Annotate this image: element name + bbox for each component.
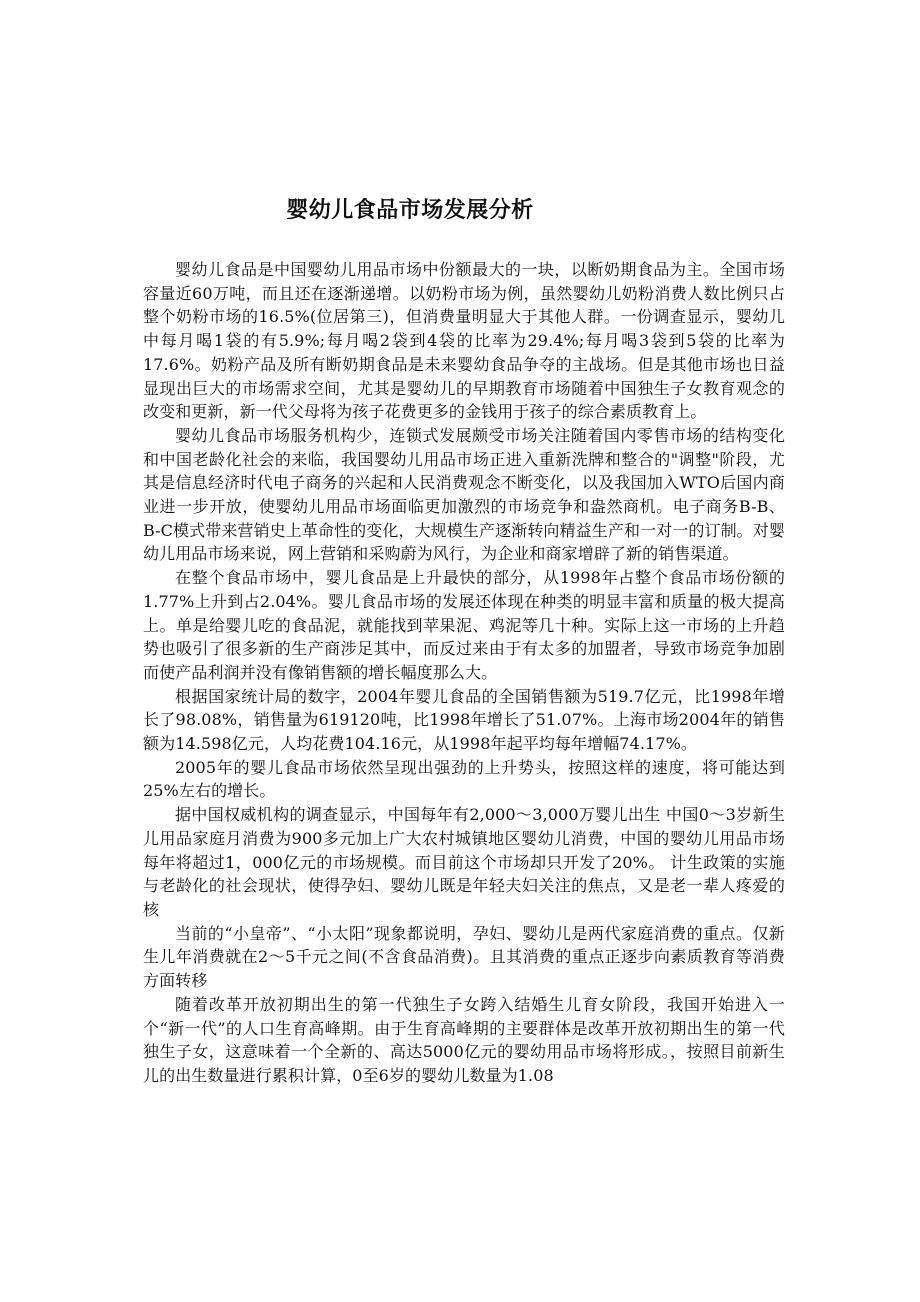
paragraph: 在整个食品市场中，婴儿食品是上升最快的部分，从1998年占整个食品市场份额的1.77%上升到占2.04%。婴儿食品市场的发展还体现在种类的明显丰富和质量的极大提高上。单是给婴儿吃的食品泥，就能找到苹果泥、鸡泥等几十种。实际上这一市场的上升趋势也吸引了很多新的生产商涉足其中，而反过来由于有太多的加盟者，导致市场竞争加剧而使产品利润并没有像销售额的增长幅度那么大。 [143, 568, 785, 682]
paragraph: 据中国权威机构的调查显示，中国每年有2,000～3,000万婴儿出生 中国0～3岁新生儿用品家庭月消费为900多元加上广大农村城镇地区婴幼儿消费，中国的婴幼儿用品市场每年将超过1，000亿元的市场规模。而目前这个市场却只开发了20%。 计生政策的实施与老龄化的社会现状，使得孕妇、婴幼儿既是年轻夫妇关注的焦点，又是老一辈人疼爱的核 [143, 805, 785, 919]
paragraph: 根据国家统计局的数字，2004年婴儿食品的全国销售额为519.7亿元，比1998年增长了98.08%，销售量为619120吨，比1998年增长了51.07%。上海市场2004年的销售额为14.598亿元，人均花费104.16元，从1998年起平均每年增幅74.17%。 [143, 686, 785, 754]
paragraph: 随着改革开放初期出生的第一代独生子女跨入结婚生儿育女阶段，我国开始进入一个“新一代”的人口生育高峰期。由于生育高峰期的主要群体是改革开放初期出生的第一代独生子女，这意味着一个全新的、高达5000亿元的婴幼用品市场将形成。，按照目前新生儿的出生数量进行累积计算，0至6岁的婴幼儿数量为1.08 [143, 994, 785, 1085]
document-body [143, 258, 785, 1088]
paragraph: 婴幼儿食品市场服务机构少，连锁式发展颇受市场关注随着国内零售市场的结构变化和中国老龄化社会的来临，我国婴幼儿用品市场正进入重新洗牌和整合的"调整"阶段，尤其是信息经济时代电子商务的兴起和人民消费观念不断变化，以及我国加入WTO后国内商业进一步开放，使婴幼儿用品市场面临更加激烈的市场竞争和盎然商机。电子商务B-B、B-C模式带来营销史上革命性的变化，大规模生产逐渐转向精益生产和一对一的订制。对婴幼儿用品市场来说，网上营销和采购蔚为风行，为企业和商家增辟了新的销售渠道。 [143, 425, 785, 564]
paragraph: 2005年的婴儿食品市场依然呈现出强劲的上升势头，按照这样的速度，将可能达到25%左右的增长。 [143, 757, 785, 801]
paragraph: 当前的“小皇帝”、“小太阳”现象都说明，孕妇、婴幼儿是两代家庭消费的重点。仅新生儿年消费就在2～5千元之间(不含食品消费)。且其消费的重点正逐步向素质教育等消费方面转移 [143, 923, 785, 991]
document-title: 婴幼儿食品市场发展分析 [286, 198, 534, 223]
paragraph: 婴幼儿食品是中国婴幼儿用品市场中份额最大的一块，以断奶期食品为主。全国市场容量近60万吨，而且还在逐渐递增。以奶粉市场为例，虽然婴幼儿奶粉消费人数比例只占整个奶粉市场的16.5%(位居第三)，但消费量明显大于其他人群。一份调查显示，婴幼儿中每月喝1袋的有5.9%;每月喝2袋到4袋的比率为29.4%;每月喝3袋到5袋的比率为17.6%。奶粉产品及所有断奶期食品是未来婴幼食品争夺的主战场。但是其他市场也日益显现出巨大的市场需求空间，尤其是婴幼儿的早期教育市场随着中国独生子女教育观念的改变和更新，新一代父母将为孩子花费更多的金钱用于孩子的综合素质教育上。 [143, 260, 785, 422]
